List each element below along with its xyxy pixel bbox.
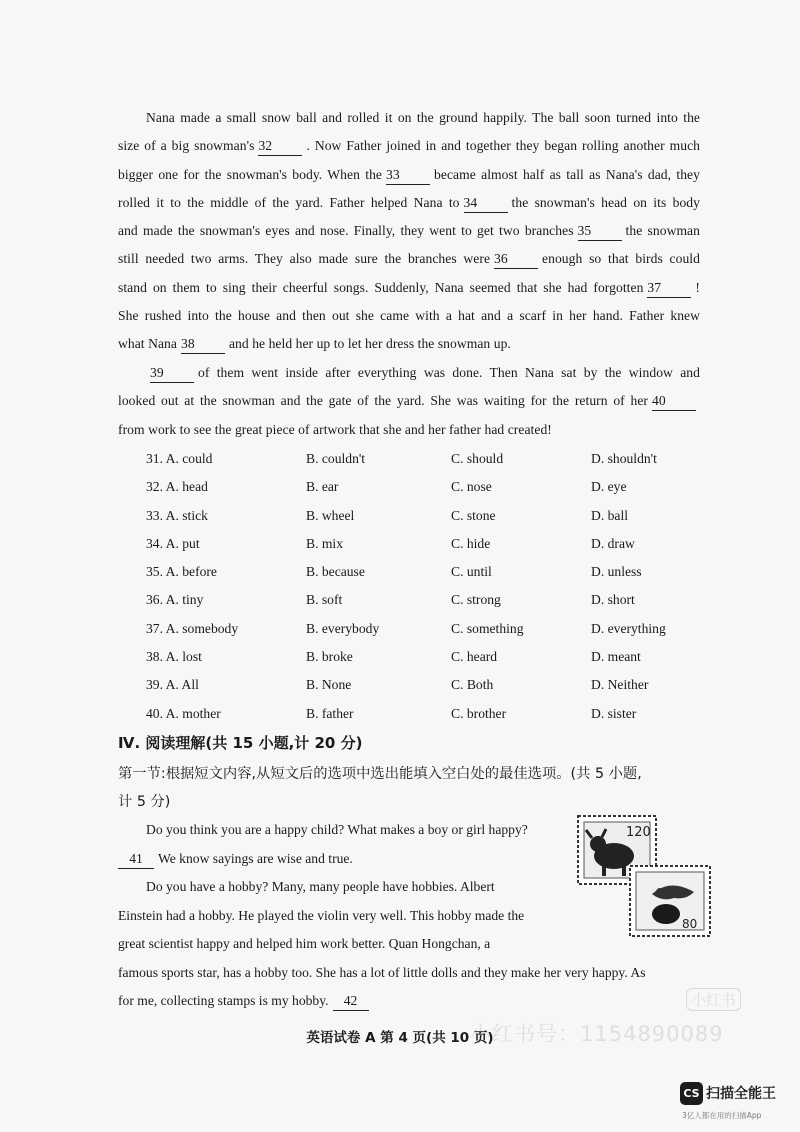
- option-choice[interactable]: C. Both: [451, 677, 494, 693]
- option-choice[interactable]: 38. A. lost: [146, 649, 202, 665]
- reading-text: for me, collecting stamps is my hobby.: [118, 993, 329, 1008]
- option-choice[interactable]: B. wheel: [306, 507, 355, 523]
- camscanner-icon: CS: [680, 1082, 703, 1105]
- option-choice[interactable]: B. because: [306, 564, 365, 580]
- option-choice[interactable]: D. meant: [591, 649, 641, 665]
- section-instructions-line-2: 计 5 分): [118, 794, 171, 810]
- reading-passage: [118, 816, 646, 1016]
- passage-text: the snowman: [625, 223, 700, 239]
- passage-text: what Nana: [118, 336, 177, 352]
- answer-blank[interactable]: 32: [258, 137, 302, 156]
- reading-line: [118, 930, 646, 959]
- option-choice[interactable]: D. Neither: [591, 677, 649, 693]
- reading-line: [118, 959, 646, 988]
- passage-text: enough so that birds could: [542, 251, 700, 267]
- passage-line: [118, 104, 700, 132]
- option-choice[interactable]: C. brother: [451, 705, 507, 721]
- passage-text: !: [695, 279, 700, 295]
- cloze-paragraph-2: [118, 359, 700, 444]
- cloze-options: [146, 445, 706, 728]
- reading-line: [118, 902, 646, 931]
- option-choice[interactable]: C. nose: [451, 479, 492, 495]
- option-choice[interactable]: D. sister: [591, 705, 637, 721]
- option-choice[interactable]: D. unless: [591, 564, 642, 580]
- passage-text: stand on them to sing their cheerful songs. Suddenly, Nana seemed that she had forgotten: [118, 279, 644, 295]
- stamp-value-1: 120: [626, 825, 651, 840]
- option-choice[interactable]: C. should: [451, 451, 504, 466]
- section-title: Ⅳ. 阅读理解(共 15 小题,计 20 分): [118, 734, 363, 752]
- answer-blank[interactable]: 42: [333, 992, 369, 1011]
- passage-text: rolled it to the middle of the yard. Father helped Nana to: [118, 194, 460, 210]
- option-choice[interactable]: B. None: [306, 677, 352, 693]
- passage-text: and he held her up to let her dress the snowman up.: [228, 336, 511, 352]
- watermark-badge: 小红书: [686, 988, 741, 1011]
- reading-text: great scientist happy and helped him work better. Quan Hongchan, a: [118, 936, 491, 951]
- passage-line: [118, 302, 700, 330]
- passage-line: [118, 189, 700, 217]
- stamps-icon: [574, 812, 714, 940]
- camscanner-tagline: 3亿人都在用的扫描App: [682, 1111, 762, 1120]
- answer-blank[interactable]: 41: [118, 850, 154, 869]
- option-choice[interactable]: C. strong: [451, 592, 501, 608]
- option-choice[interactable]: 39. A. All: [146, 677, 199, 693]
- option-choice[interactable]: D. eye: [591, 479, 627, 495]
- option-choice[interactable]: B. couldn't: [306, 451, 366, 466]
- passage-line: [118, 161, 700, 189]
- passage-text: still needed two arms. They also made sure the branches were: [118, 251, 491, 267]
- option-choice[interactable]: 32. A. head: [146, 479, 208, 495]
- passage-text: from work to see the great piece of artwork that she and her father had created!: [118, 421, 552, 437]
- option-choice[interactable]: D. draw: [591, 535, 635, 551]
- answer-blank[interactable]: 34: [464, 194, 508, 213]
- passage-text: Nana made a small snow ball and rolled it on the ground happily. The ball soon turned into the: [146, 110, 700, 125]
- option-choice[interactable]: 34. A. put: [146, 535, 200, 551]
- camscanner-logo: [680, 1080, 800, 1132]
- option-row: [146, 502, 706, 530]
- option-choice[interactable]: C. heard: [451, 649, 498, 665]
- passage-text: bigger one for the snowman's body. When the: [118, 166, 383, 182]
- page-footer: 英语试卷 A 第 4 页(共 10 页): [306, 1030, 494, 1046]
- reading-text: Do you think you are a happy child? What makes a boy or girl happy?: [146, 822, 528, 837]
- option-choice[interactable]: 36. A. tiny: [146, 592, 204, 608]
- passage-text: became almost half as tall as Nana's dad, they: [434, 166, 700, 182]
- option-choice[interactable]: B. ear: [306, 479, 339, 495]
- option-row: [146, 530, 706, 558]
- option-choice[interactable]: D. ball: [591, 507, 628, 523]
- option-choice[interactable]: B. mix: [306, 535, 344, 551]
- reading-text: Einstein had a hobby. He played the violin very well. This hobby made the: [118, 907, 525, 923]
- option-choice[interactable]: C. hide: [451, 535, 491, 551]
- answer-blank[interactable]: 36: [494, 250, 538, 269]
- passage-line: [118, 245, 700, 273]
- option-row: [146, 671, 706, 699]
- passage-text: of them went inside after everything was done. Then Nana sat by the window and: [198, 365, 700, 380]
- option-choice[interactable]: 31. A. could: [146, 451, 213, 466]
- reading-line: [118, 816, 646, 845]
- passage-text: She rushed into the house and then out she came with a hat and a scarf in her hand. Father knew: [118, 308, 700, 324]
- watermark-text: 小红书号：1154890089: [470, 1022, 724, 1046]
- passage-text: . Now Father joined in and together they began rolling another much: [306, 138, 701, 154]
- option-choice[interactable]: D. everything: [591, 620, 666, 636]
- option-choice[interactable]: C. something: [451, 620, 524, 636]
- reading-line: [118, 845, 646, 874]
- camscanner-name: 扫描全能王: [706, 1086, 776, 1102]
- reading-line: [118, 873, 646, 902]
- reading-text: famous sports star, has a hobby too. She has a lot of little dolls and they make her very happy. As: [118, 964, 646, 980]
- option-choice[interactable]: D. short: [591, 592, 635, 608]
- answer-blank[interactable]: 38: [181, 335, 225, 354]
- option-choice[interactable]: B. father: [306, 705, 354, 721]
- option-choice[interactable]: D. shouldn't: [591, 451, 657, 466]
- section-instructions-line-1: 第一节:根据短文内容,从短文后的选项中选出能填入空白处的最佳选项。(共 5 小题,: [118, 766, 642, 782]
- passage-text: the snowman's head on its body: [511, 194, 700, 210]
- passage-line: [118, 359, 700, 387]
- option-choice[interactable]: B. broke: [306, 649, 353, 665]
- reading-line: [118, 987, 646, 1016]
- reading-text: We know sayings are wise and true.: [158, 850, 353, 866]
- answer-blank[interactable]: 37: [647, 279, 691, 298]
- answer-blank[interactable]: 35: [578, 222, 622, 241]
- option-choice[interactable]: 37. A. somebody: [146, 620, 239, 636]
- option-choice[interactable]: B. soft: [306, 592, 343, 608]
- option-row: [146, 700, 706, 728]
- passage-line: [118, 274, 700, 302]
- passage-line: [118, 217, 700, 245]
- option-row: [146, 473, 706, 501]
- answer-blank[interactable]: 39: [150, 364, 194, 383]
- option-row: [146, 643, 706, 671]
- stamp-value-2: 80: [682, 917, 698, 931]
- passage-line: [118, 416, 700, 444]
- option-row: [146, 558, 706, 586]
- passage-text: looked out at the snowman and the gate of the yard. She was waiting for the return of her: [118, 393, 648, 409]
- section-instructions: [118, 760, 708, 816]
- passage-line: [118, 132, 700, 160]
- option-choice[interactable]: 35. A. before: [146, 564, 217, 580]
- option-row: [146, 615, 706, 643]
- stamp-illustration: [574, 812, 714, 940]
- passage-text: and made the snowman's eyes and nose. Finally, they went to get two branches: [118, 223, 574, 239]
- answer-blank[interactable]: 40: [652, 392, 696, 411]
- passage-line: [118, 387, 700, 415]
- option-choice[interactable]: 33. A. stick: [146, 507, 208, 523]
- answer-blank[interactable]: 33: [386, 166, 430, 185]
- option-choice[interactable]: B. everybody: [306, 620, 380, 636]
- passage-text: size of a big snowman's: [118, 138, 255, 154]
- passage-line: [118, 330, 700, 358]
- option-choice[interactable]: C. stone: [451, 507, 496, 523]
- option-choice[interactable]: C. until: [451, 564, 492, 580]
- reading-text: Do you have a hobby? Many, many people have hobbies. Albert: [146, 879, 495, 894]
- option-choice[interactable]: 40. A. mother: [146, 705, 221, 721]
- option-row: [146, 586, 706, 614]
- option-row: [146, 445, 706, 473]
- cloze-paragraph-1: [118, 104, 700, 359]
